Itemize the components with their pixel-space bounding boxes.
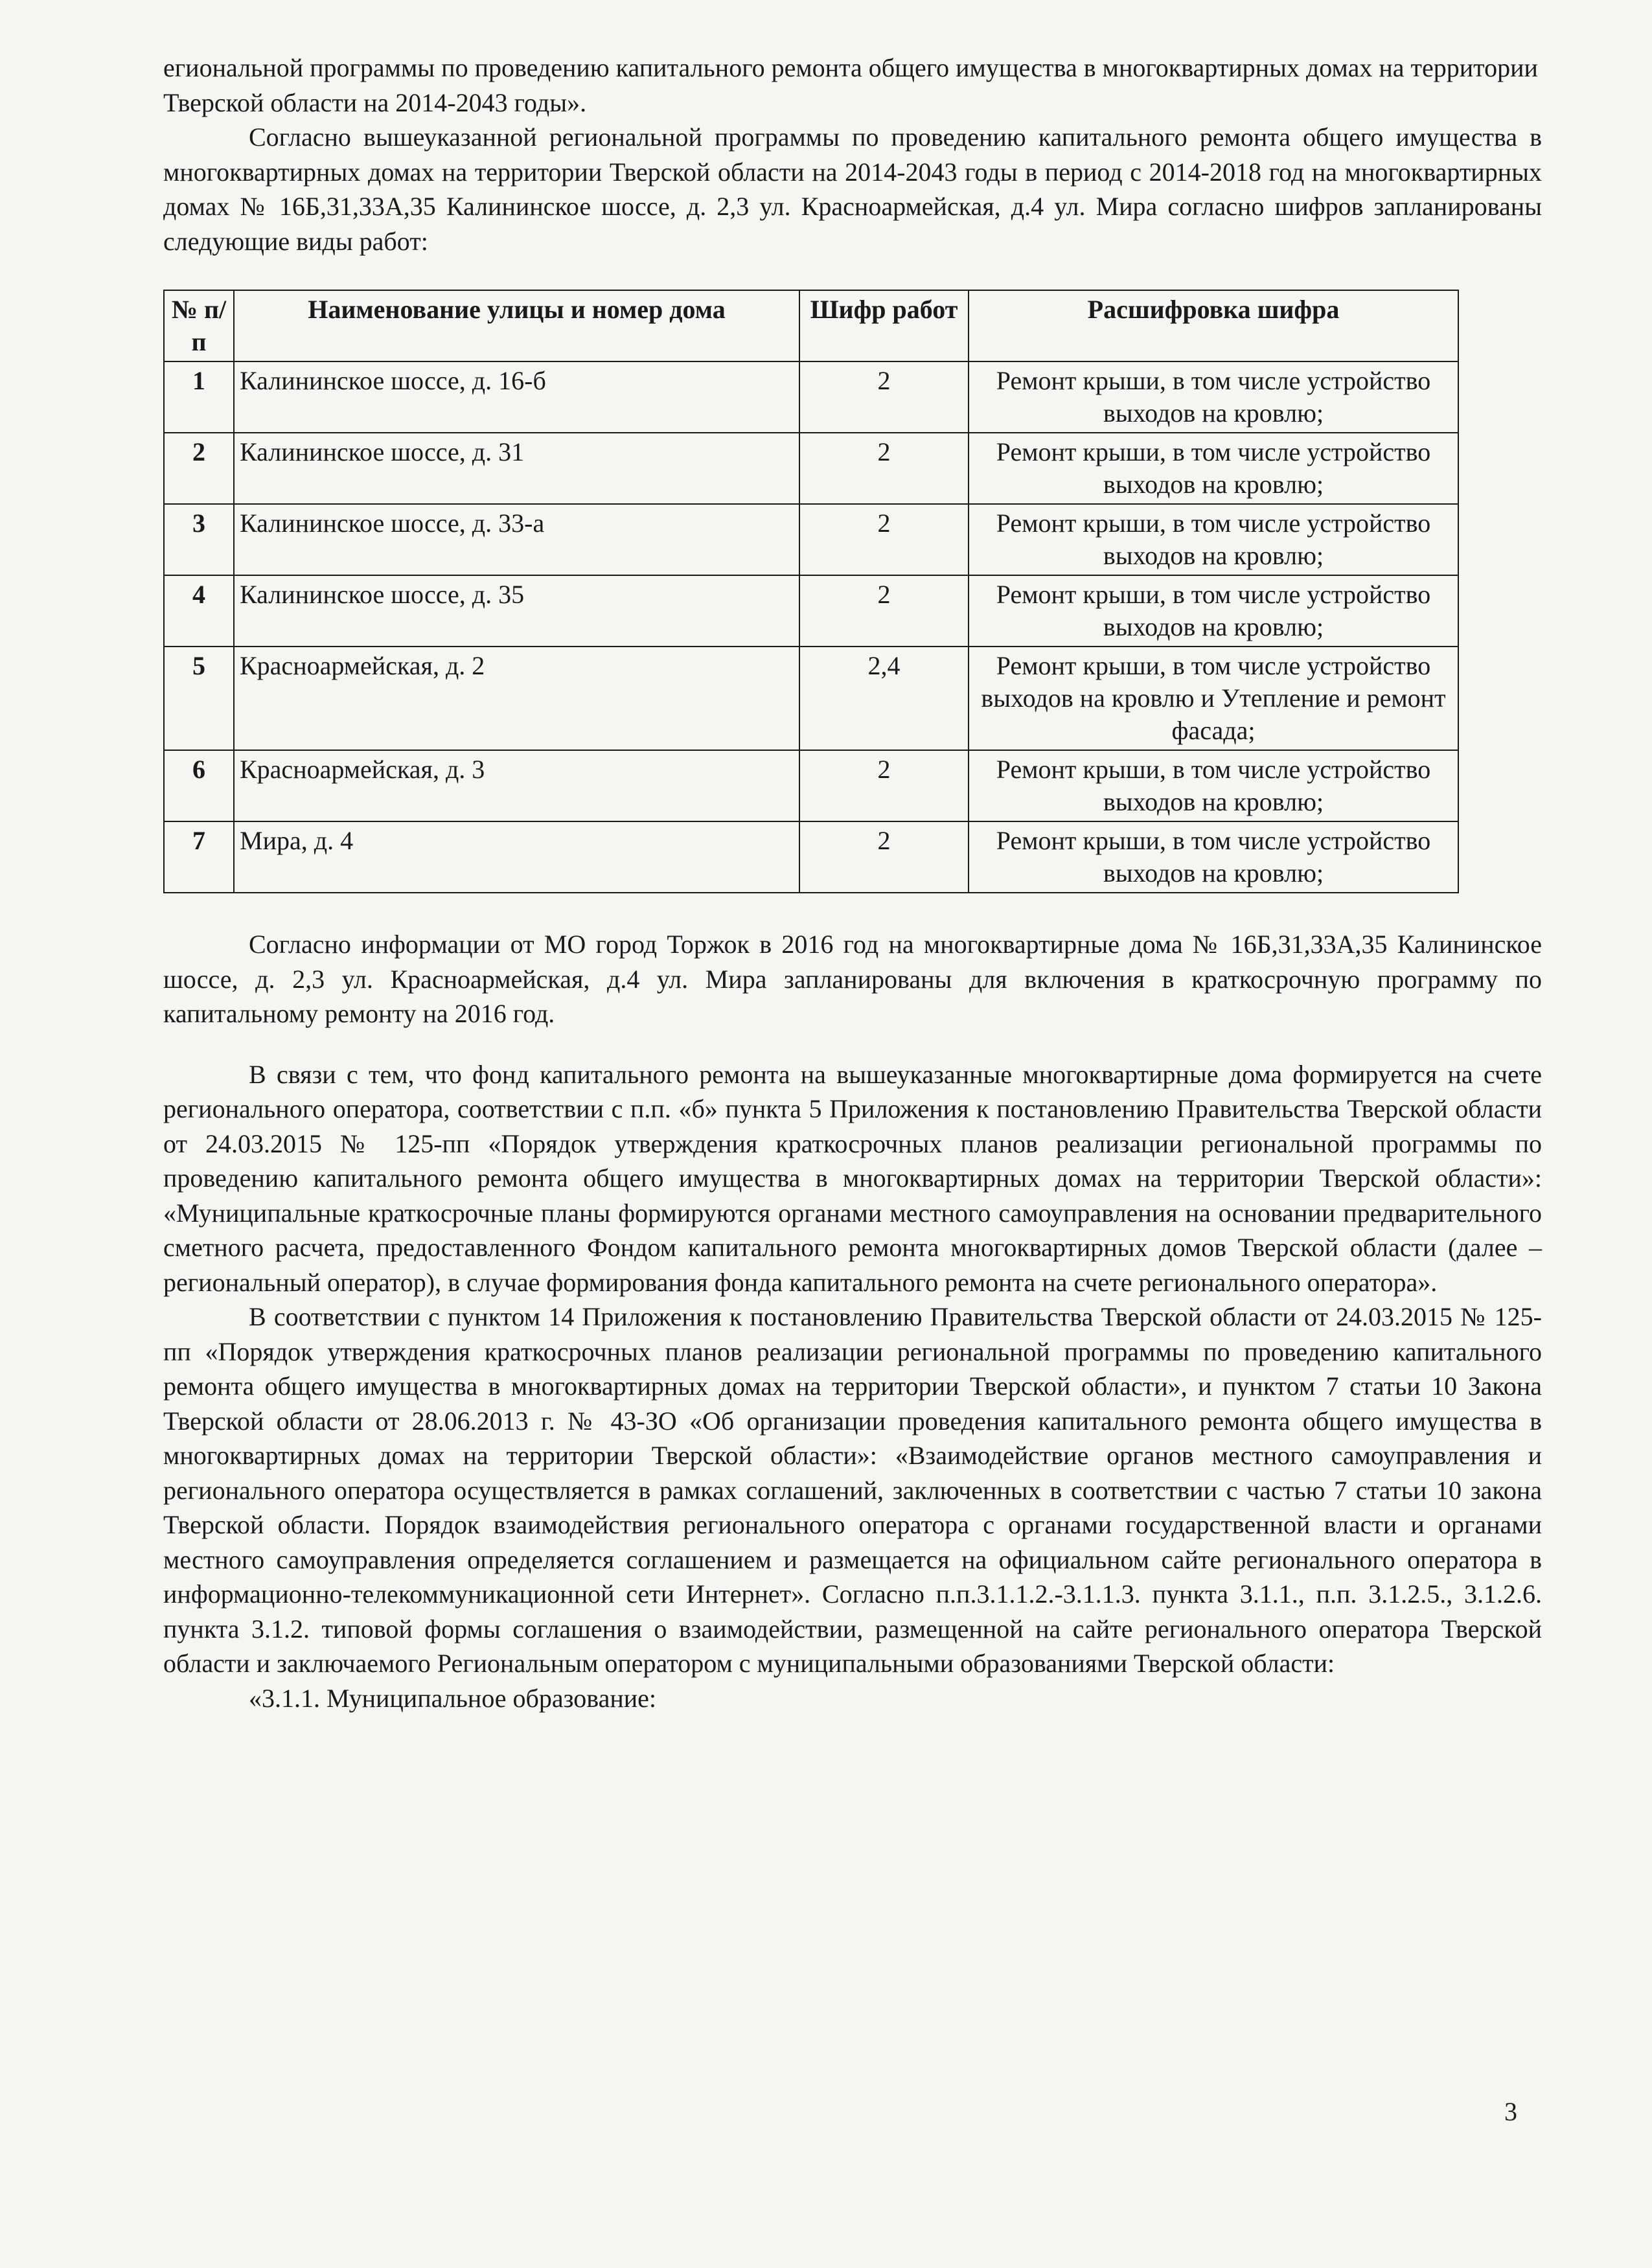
row-num: 2 <box>164 433 234 504</box>
row-address: Калининское шоссе, д. 35 <box>234 575 799 647</box>
row-decode: Ремонт крыши, в том числе устройство выходов на кровлю; <box>969 504 1458 575</box>
table-header-row <box>164 290 1458 361</box>
paragraph-torzhok-info: Согласно информации от МО город Торжок в 2016 год на многоквартирные дома № 16Б,31,33А,35 Калининское шоссе, д. 2,3 ул. Красноармейская, д.4 ул. Мира запланированы для включения в краткосрочную программу по капитальному ремонту на 2016 год. <box>163 930 1542 1028</box>
row-code: 2 <box>799 504 969 575</box>
paragraph-agreement: В соответствии с пунктом 14 Приложения к постановлению Правительства Тверской области от 24.03.2015 № 125-пп «Порядок утверждения краткосрочных планов реализации региональной программы по проведению капитального ремонта общего имущества в многоквартирных домах на территории Тверской области», и пунктом 7 статьи 10 Закона Тверской области от 28.06.2013 г. № 43-ЗО «Об организации проведения капитального ремонта общего имущества в многоквартирных домах на территории Тверской области»: «Взаимодействие органов местного самоуправления и регионального оператора осуществляется в рамках соглашений, заключенных в соответствии с частью 7 статьи 10 закона Тверской области. Порядок взаимодействия регионального оператора с органами государственной власти и органами местного самоуправления определяется соглашением и размещается на официальном сайте регионального оператора в информационно-телекоммуникационной сети Интернет». Согласно п.п.3.1.1.2.-3.1.1.3. пункта 3.1.1., п.п. 3.1.2.5., 3.1.2.6. пункта 3.1.2. типовой формы соглашения о взаимодействии, размещенной на сайте регионального оператора Тверской области и заключаемого Региональным оператором с муниципальными образованиями Тверской области: <box>163 1302 1542 1678</box>
row-address: Калининское шоссе, д. 16-б <box>234 361 799 433</box>
row-code: 2 <box>799 433 969 504</box>
table-row <box>164 575 1458 647</box>
row-address: Калининское шоссе, д. 31 <box>234 433 799 504</box>
row-code: 2,4 <box>799 647 969 750</box>
table-row <box>164 433 1458 504</box>
row-address: Красноармейская, д. 3 <box>234 750 799 821</box>
row-decode: Ремонт крыши, в том числе устройство выходов на кровлю; <box>969 575 1458 647</box>
paragraph-regional-operator: В связи с тем, что фонд капитального ремонта на вышеуказанные многоквартирные дома формируется на счете регионального оператора, соответствии с п.п. «б» пункта 5 Приложения к постановлению Правительства Тверской области от 24.03.2015 № 125-пп «Порядок утверждения краткосрочных планов реализации региональной программы по проведению капитального ремонта общего имущества в многоквартирных домах на территории Тверской области»: «Муниципальные краткосрочные планы формируются органами местного самоуправления на основании предварительного сметного расчета, предоставленного Фондом капитального ремонта многоквартирных домов Тверской области (далее – региональный оператор), в случае формирования фонда капитального ремонта на счете регионального оператора». <box>163 1059 1542 1297</box>
row-code: 2 <box>799 750 969 821</box>
row-num: 7 <box>164 821 234 893</box>
table-row <box>164 750 1458 821</box>
paragraph-continuation: егиональной программы по проведению капитального ремонта общего имущества в многоквартирных домах на территории Тверской области на 2014-2043 годы». <box>163 53 1538 117</box>
header-address: Наименование улицы и номер дома <box>234 290 799 361</box>
document-body <box>163 51 1542 1715</box>
header-num: № п/п <box>164 290 234 361</box>
row-num: 3 <box>164 504 234 575</box>
table-row <box>164 504 1458 575</box>
row-num: 4 <box>164 575 234 647</box>
row-num: 1 <box>164 361 234 433</box>
row-code: 2 <box>799 575 969 647</box>
paragraph-program-works: Согласно вышеуказанной региональной программы по проведению капитального ремонта общего имущества в многоквартирных домах на территории Тверской области на 2014-2043 годы в период с 2014-2018 год на многоквартирных домах № 16Б,31,33А,35 Калининское шоссе, д. 2,3 ул. Красноармейская, д.4 ул. Мира согласно шифров запланированы следующие виды работ: <box>163 122 1542 256</box>
row-decode: Ремонт крыши, в том числе устройство выходов на кровлю; <box>969 750 1458 821</box>
paragraph-municipal-clause: «3.1.1. Муниципальное образование: <box>249 1683 657 1713</box>
table-row <box>164 361 1458 433</box>
row-address: Мира, д. 4 <box>234 821 799 893</box>
row-num: 6 <box>164 750 234 821</box>
row-decode: Ремонт крыши, в том числе устройство выходов на кровлю; <box>969 821 1458 893</box>
row-code: 2 <box>799 821 969 893</box>
header-code: Шифр работ <box>799 290 969 361</box>
row-address: Калининское шоссе, д. 33-а <box>234 504 799 575</box>
row-num: 5 <box>164 647 234 750</box>
table-row <box>164 647 1458 750</box>
row-address: Красноармейская, д. 2 <box>234 647 799 750</box>
row-decode: Ремонт крыши, в том числе устройство выходов на кровлю; <box>969 361 1458 433</box>
row-code: 2 <box>799 361 969 433</box>
table-row <box>164 821 1458 893</box>
page-number: 3 <box>1504 2097 1517 2126</box>
works-table <box>163 290 1459 893</box>
row-decode: Ремонт крыши, в том числе устройство выходов на кровлю; <box>969 433 1458 504</box>
header-decode: Расшифровка шифра <box>969 290 1458 361</box>
row-decode: Ремонт крыши, в том числе устройство выходов на кровлю и Утепление и ремонт фасада; <box>969 647 1458 750</box>
